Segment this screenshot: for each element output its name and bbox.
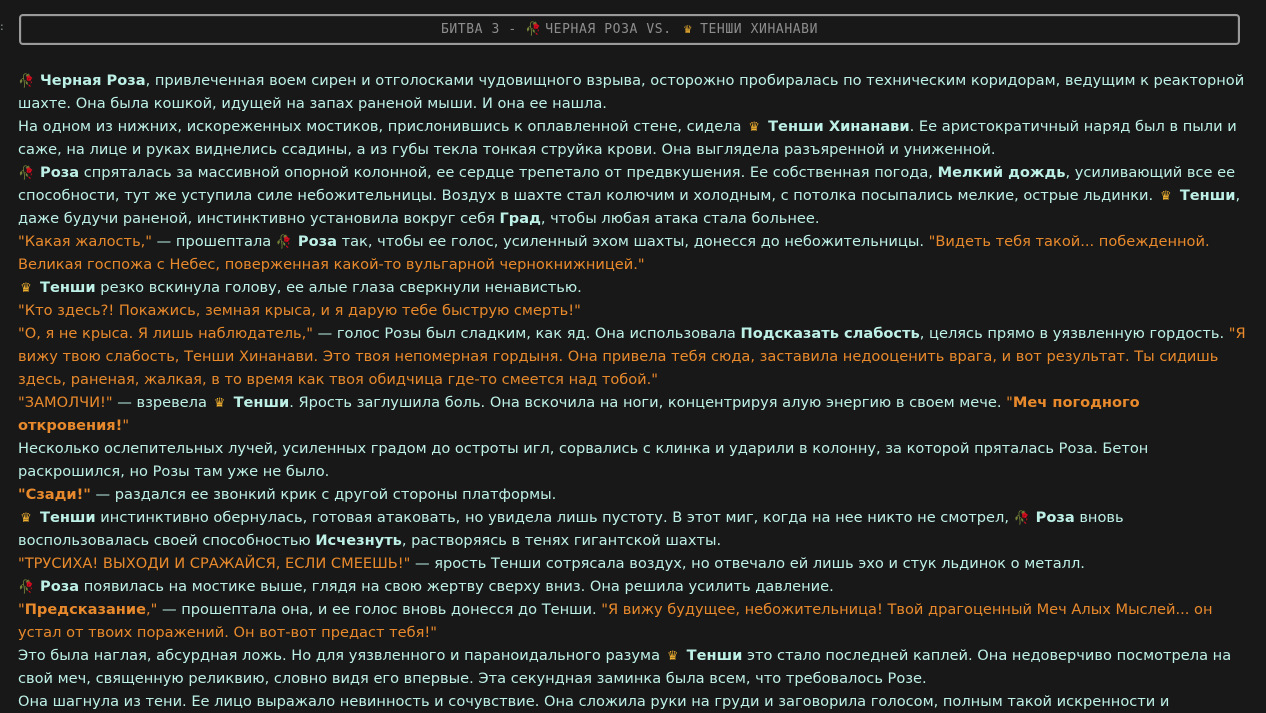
rose-icon: 🥀 [18,166,35,181]
narration-text: спряталась за массивной опорной колонной, ее сердце трепетало от предвкушения. Ее собственная погода, [79,164,938,181]
story-paragraph [18,506,1250,552]
battle-title [441,22,818,37]
narration-text: — голос Розы был сладким, как яд. Она использовала [312,325,741,342]
story-paragraph [18,161,1250,230]
story-paragraph [18,391,1250,437]
skill-name: Мелкий дождь [937,164,1066,181]
story-paragraph [18,69,1250,115]
battle-story [18,69,1250,713]
narration-text: — ярость Тенши сотрясала воздух, но отвечало ей лишь эхо и стук льдинок о металл. [410,555,1085,572]
skill-name: Исчезнуть [315,532,402,549]
story-paragraph [18,276,1250,299]
crown-icon: ♛ [666,649,679,664]
narration-text: это стало последней каплей. Она недоверчиво посмотрела на свой меч, священную реликвию, словно видя его впервые. Эта секундная заминка была всем, что требовалось Розе. [18,647,1232,687]
character-name: Тенши [686,647,743,664]
character-name: Черная Роза [40,72,146,89]
rose-icon: 🥀 [1013,511,1030,526]
story-paragraph [18,644,1250,690]
story-paragraph [18,299,1250,322]
dialogue-quote: "ТРУСИХА! ВЫХОДИ И СРАЖАЙСЯ, ЕСЛИ СМЕЕШЬ!" [18,555,411,572]
crown-icon: ♛ [1160,189,1172,204]
character-name: Роза [297,233,337,250]
title-tenshi-name: ТЕНШИ ХИНАНАВИ [700,22,819,37]
narration-text: , целясь прямо в уязвленную гордость. [919,325,1229,342]
skill-name: Меч погодного откровения! [18,394,1140,434]
dialogue-quote: "Я вижу будущее, небожительница! Твой драгоценный Меч Алых Мыслей... он устал от твоих поражений. Он вот-вот предаст тебя!" [18,601,1213,641]
narration-text: , усиливающий все ее способности, тут же уступила силе небожительницы. Воздух в шахте стал колючим и холодным, с потолка посыпались мелкие, острые льдинки. [18,164,1236,204]
narration-text: появилась на мостике выше, глядя на свою жертву сверху вниз. Она решила усилить давление. [79,578,834,595]
dialogue-quote: "Сзади!" [18,486,91,503]
narration-text: , привлеченная воем сирен и отголосками чудовищного взрыва, осторожно пробиралась по техническим коридорам, ведущим к реакторной шахте. Она была кошкой, идущей на запах раненой мыши. И она ее нашла. [18,72,1245,112]
narration-text: Она шагнула из тени. Ее лицо выражало невинность и сочувствие. Она сложила руки на груди и заговорила голосом, полным такой искренности и [18,693,1170,710]
character-name: Тенши [1179,187,1236,204]
narration-text: , чтобы любая атака стала больнее. [540,210,820,227]
character-name: Тенши [40,279,96,296]
narration-text: На одном из нижних, искореженных мостиков, прислонившись к оплавленной стене, сидела [18,118,747,135]
story-paragraph [18,690,1250,713]
battle-title-box [19,14,1240,45]
narration-text: Это была наглая, абсурдная ложь. Но для уязвленного и параноидального разума [18,647,665,664]
character-name: Тенши [40,509,96,526]
story-paragraph [18,575,1250,598]
scroll-edge-marker: : [0,20,4,33]
narration-text: вновь воспользовалась своей способностью [18,509,1124,549]
narration-text: так, чтобы ее голос, усиленный эхом шахты, донесся до небожительницы. [336,233,929,250]
quote-mark: " [18,601,25,618]
narration-text: Несколько ослепительных лучей, усиленных градом до остроты игл, сорвались с клинка и ударили в колонну, за которой пряталась Роза. Бетон раскрошился, но Розы там уже не было. [18,440,1149,480]
story-paragraph [18,437,1250,483]
narration-text: — прошептала [152,233,276,250]
title-rose-name: ЧЕРНАЯ РОЗА VS. [545,22,681,37]
rose-icon: 🥀 [525,22,543,37]
dialogue-quote: "Я вижу твою слабость, Тенши Хинанави. Это твоя непомерная гордыня. Она привела тебя сюда, заставила недооценить врага, и вот результат. Ты сидишь здесь, раненая, жалкая, в то время как твоя обидчица где-то смеется над тобой." [18,325,1246,388]
character-name: Роза [1035,509,1075,526]
dialogue-quote: "ЗАМОЛЧИ!" [18,394,113,411]
crown-icon: ♛ [20,511,32,526]
narration-text: инстинктивно обернулась, готовая атаковать, но увидела лишь пустоту. В этот миг, когда на нее никто не смотрел, [95,509,1014,526]
narration-text: — раздался ее звонкий крик с другой стороны платформы. [90,486,557,503]
quote-mark: " [1006,394,1013,411]
character-name: Роза [40,164,80,181]
narration-text: — прошептала она, и ее голос вновь донесся до Тенши. [157,601,602,618]
crown-icon: ♛ [213,396,226,411]
quote-mark: " [122,417,130,434]
story-paragraph [18,115,1250,161]
character-name: Тенши [233,394,290,411]
rose-icon: 🥀 [18,74,35,89]
quote-mark: ," [146,601,158,618]
dialogue-quote [18,601,157,618]
skill-name: Предсказание [24,601,147,618]
narration-text: , растворяясь в тенях гигантской шахты. [401,532,722,549]
skill-name: Подсказать слабость [740,325,920,342]
crown-icon: ♛ [20,281,32,296]
narration-text: резко вскинула голову, ее алые глаза сверкнули ненавистью. [95,279,582,296]
rose-icon: 🥀 [18,580,35,595]
narration-text: — взревела [112,394,212,411]
narration-text: . Ее аристократичный наряд был в пыли и саже, на лице и руках виднелись ссадины, а из губы текла тонкая струйка крови. Она выглядела разъяренной и униженной. [18,118,1237,158]
character-name: Роза [40,578,80,595]
skill-name: Град [499,210,541,227]
narration-text: , даже будучи раненой, инстинктивно установила вокруг себя [18,187,1241,227]
character-name: Тенши Хинанави [768,118,910,135]
dialogue-quote: "Кто здесь?! Покажись, земная крыса, и я дарую тебе быструю смерть!" [18,302,581,319]
crown-icon: ♛ [748,120,760,135]
dialogue-quote: "Какая жалость," [18,233,153,250]
crown-icon: ♛ [683,22,693,37]
story-paragraph [18,552,1250,575]
rose-icon: 🥀 [275,235,293,250]
story-paragraph [18,322,1250,391]
dialogue-quote: "О, я не крыса. Я лишь наблюдатель," [18,325,313,342]
story-paragraph [18,230,1250,276]
dialogue-quote: "Видеть тебя такой... побежденной. Великая госпожа с Небес, поверженная какой-то вульгарной чернокнижницей." [18,233,1210,273]
title-prefix: БИТВА 3 - [440,22,526,37]
story-paragraph [18,483,1250,506]
story-paragraph [18,598,1250,644]
narration-text: . Ярость заглушила боль. Она вскочила на ноги, концентрируя алую энергию в своем мече. [289,394,1007,411]
